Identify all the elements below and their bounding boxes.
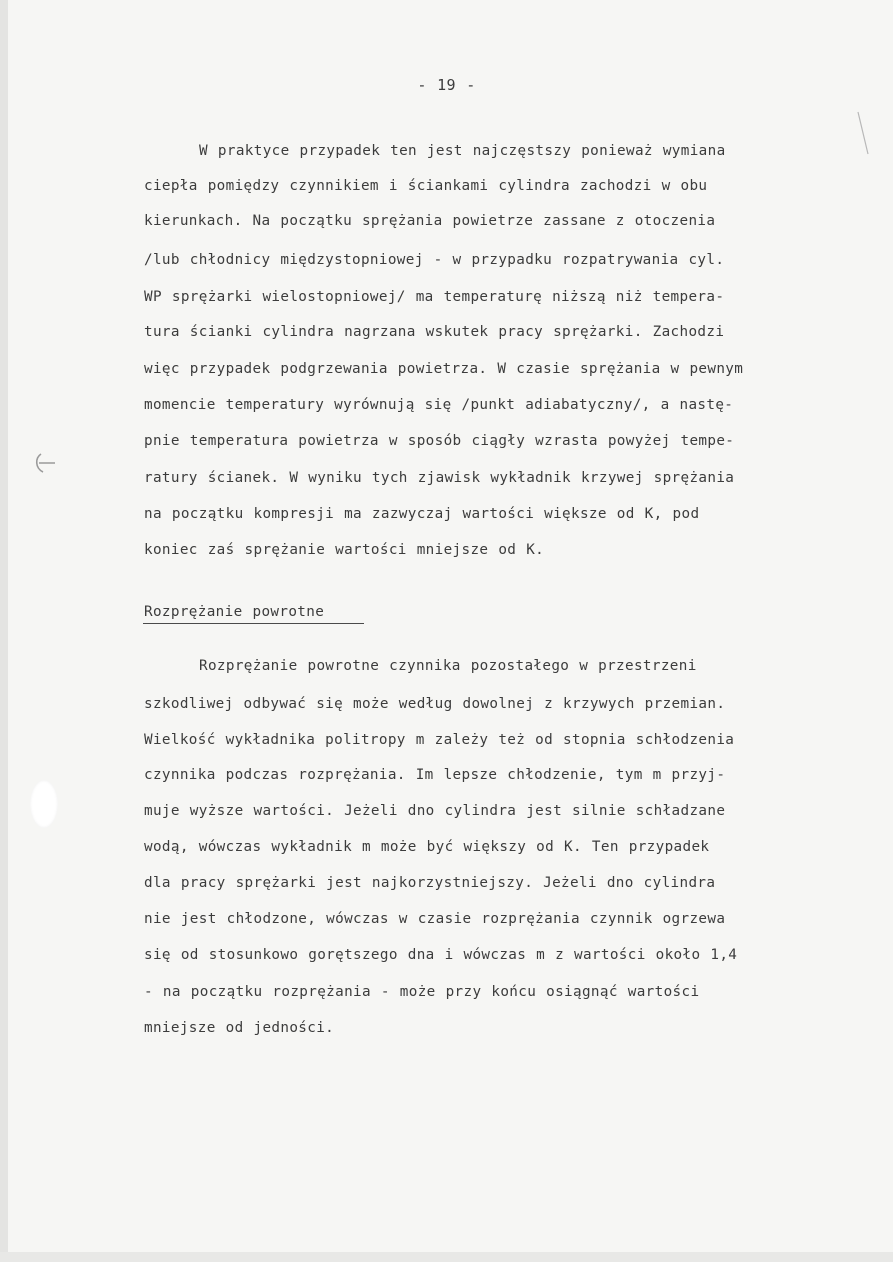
text-line: ratury ścianek. W wyniku tych zjawisk wykładnik krzywej sprężania <box>144 470 735 486</box>
text-line: wodą, wówczas wykładnik m może być większy od K. Ten przypadek <box>144 839 710 855</box>
text-line: pnie temperatura powietrza w sposób ciągły wzrasta powyżej tempe- <box>144 433 735 449</box>
text-line: /lub chłodnicy międzystopniowej - w przypadku rozpatrywania cyl. <box>144 252 725 268</box>
margin-stroke-icon <box>856 110 872 158</box>
text-line: WP sprężarki wielostopniowej/ ma temperaturę niższą niż tempera- <box>144 289 725 305</box>
text-line: szkodliwej odbywać się może według dowolnej z krzywych przemian. <box>144 696 726 712</box>
text-line: mniejsze od jedności. <box>144 1020 335 1036</box>
text-line: ciepła pomiędzy czynnikiem i ściankami cylindra zachodzi w obu <box>144 178 708 194</box>
text-line: kierunkach. Na początku sprężania powietrze zassane z otoczenia <box>144 213 716 229</box>
text-line: nie jest chłodzone, wówczas w czasie rozprężania czynnik ogrzewa <box>144 911 726 927</box>
page-edge-shadow <box>0 0 8 1262</box>
text-line: na początku kompresji ma zazwyczaj wartości większe od K, pod <box>144 506 700 522</box>
heading-underline <box>143 623 364 624</box>
punch-hole-icon <box>30 780 58 828</box>
text-line: czynnika podczas rozprężania. Im lepsze chłodzenie, tym m przyj- <box>144 767 726 783</box>
text-line: Rozprężanie powrotne czynnika pozostałego w przestrzeni <box>199 658 697 674</box>
text-line: tura ścianki cylindra nagrzana wskutek pracy sprężarki. Zachodzi <box>144 324 725 340</box>
text-line: - na początku rozprężania - może przy końcu osiągnąć wartości <box>144 984 700 1000</box>
text-line: koniec zaś sprężanie wartości mniejsze od K. <box>144 542 545 558</box>
punch-mark-icon <box>33 450 63 476</box>
text-line: więc przypadek podgrzewania powietrza. W czasie sprężania w pewnym <box>144 361 744 377</box>
text-line: W praktyce przypadek ten jest najczęstszy ponieważ wymiana <box>199 143 726 159</box>
text-line: momencie temperatury wyrównują się /punkt adiabatyczny/, a nastę- <box>144 397 734 413</box>
text-line: muje wyższe wartości. Jeżeli dno cylindra jest silnie schładzane <box>144 803 726 819</box>
page-number: - 19 - <box>417 76 476 94</box>
page-bottom-edge <box>0 1252 893 1262</box>
text-line: dla pracy sprężarki jest najkorzystniejszy. Jeżeli dno cylindra <box>144 875 716 891</box>
text-line: Wielkość wykładnika politropy m zależy też od stopnia schłodzenia <box>144 732 735 748</box>
text-line: się od stosunkowo gorętszego dna i wówczas m z wartości około 1,4 <box>144 947 738 963</box>
section-heading: Rozprężanie powrotne <box>144 604 325 620</box>
